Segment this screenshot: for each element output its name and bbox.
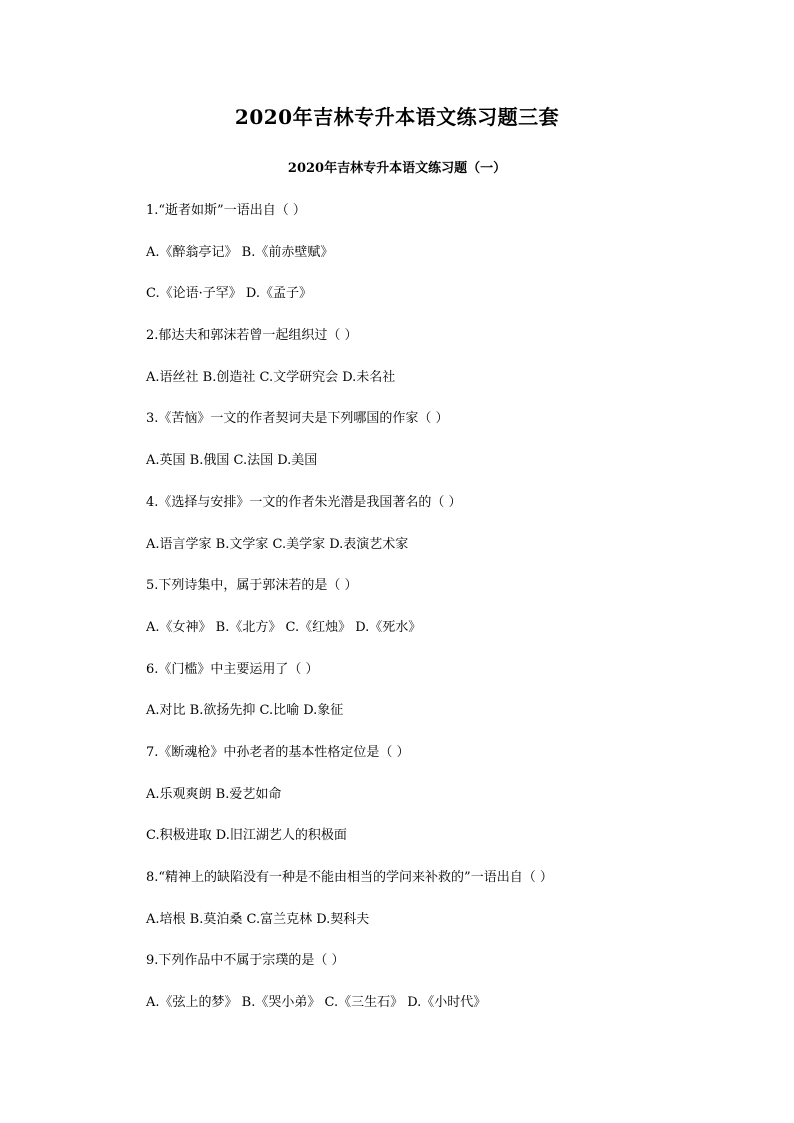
- question-2: 2.郁达夫和郭沫若曾一起组织过（ ）: [146, 328, 358, 344]
- question-8-options: A.培根 B.莫泊桑 C.富兰克林 D.契科夫: [146, 911, 370, 927]
- question-1: 1.“逝者如斯”一语出自（ ）: [146, 203, 306, 218]
- question-2-options: A.语丝社 B.创造社 C.文学研究会 D.未名社: [146, 369, 396, 385]
- question-list: [146, 200, 666, 1034]
- question-9-options: A.《弦上的梦》 B.《哭小弟》 C.《三生石》 D.《小时代》: [146, 995, 487, 1011]
- section-title: 2020年吉林专升本语文练习题（一）: [287, 161, 507, 176]
- question-6-options: A.对比 B.欲扬先抑 C.比喻 D.象征: [146, 703, 344, 719]
- question-1-options-cd: C.《论语·子罕》 D.《孟子》: [146, 286, 312, 302]
- question-4-options: A.语言学家 B.文学家 C.美学家 D.表演艺术家: [146, 536, 409, 552]
- question-4: 4.《选择与安排》一文的作者朱光潜是我国著名的（ ）: [146, 494, 462, 510]
- question-5: 5.下列诗集中，属于郭沫若的是（ ）: [146, 578, 358, 594]
- question-3: 3.《苦恼》一文的作者契诃夫是下列哪国的作家（ ）: [146, 411, 449, 427]
- document-title: 2020年吉林专升本语文练习题三套: [234, 105, 560, 129]
- question-1-options-ab: A.《醉翁亭记》 B.《前赤壁赋》: [146, 244, 334, 260]
- question-7: 7.《断魂枪》中孙老者的基本性格定位是（ ）: [146, 744, 410, 760]
- question-7-options-cd: C.积极进取 D.旧江湖艺人的积极面: [146, 828, 347, 844]
- question-9: 9.下列作品中不属于宗璞的是（ ）: [146, 953, 345, 969]
- question-6: 6.《门槛》中主要运用了（ ）: [146, 661, 319, 677]
- question-7-options-ab: A.乐观爽朗 B.爱艺如命: [146, 786, 282, 802]
- question-5-options: A.《女神》 B.《北方》 C.《红烛》 D.《死水》: [146, 619, 422, 635]
- question-3-options: A.英国 B.俄国 C.法国 D.美国: [146, 453, 318, 469]
- question-8: 8.“精神上的缺陷没有一种是不能由相当的学问来补救的”一语出自（ ）: [146, 870, 553, 885]
